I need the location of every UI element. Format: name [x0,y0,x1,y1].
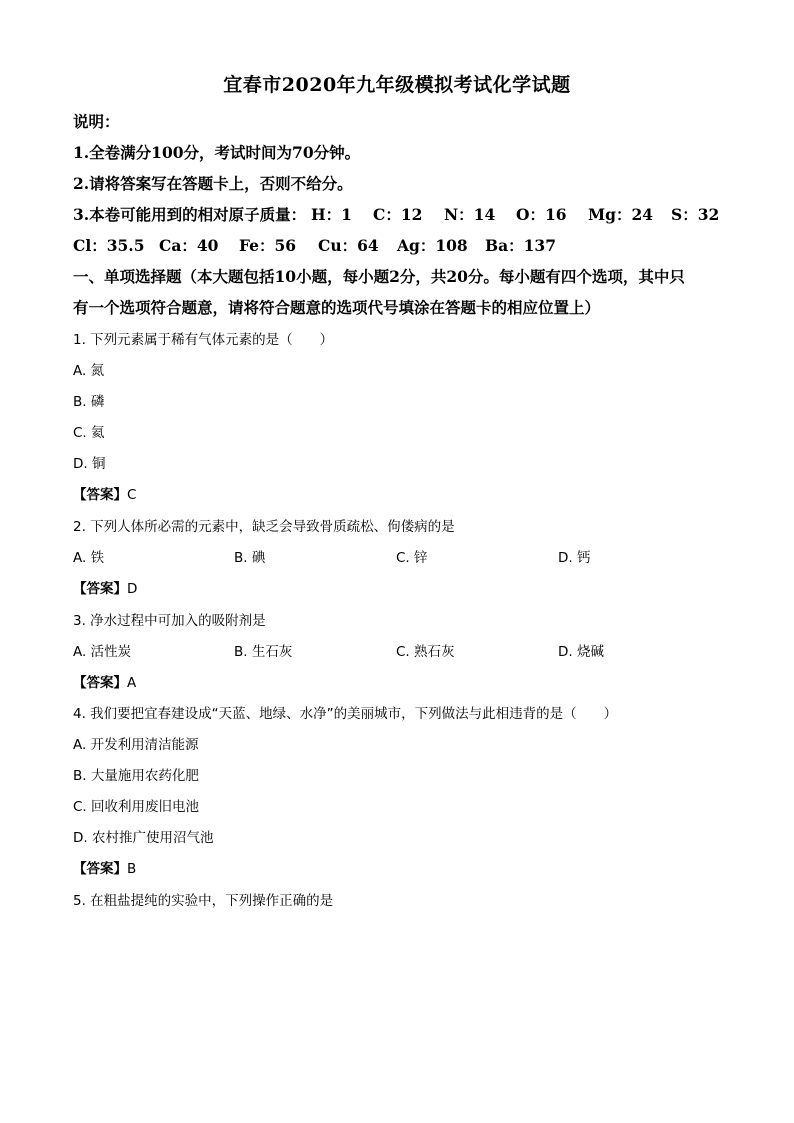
atomic-mass: Mg：24 [588,205,654,224]
answer-line [73,671,136,691]
question-option: B. 大量施用农药化肥 [73,768,199,784]
answer-value: B [127,861,137,877]
atomic-mass: Cl：35.5 [73,236,145,255]
atomic-mass: Ag：108 [397,236,468,255]
question-option: A. 氮 [73,363,105,379]
question-option: B. 碘 [234,550,266,566]
question-stem: 2. 下列人体所必需的元素中，缺乏会导致骨质疏松、佝偻病的是 [73,519,455,535]
answer-value: A [127,675,137,691]
question-option: C. 锌 [396,550,428,566]
question-option: D. 钙 [558,550,591,566]
instruction-line-1: 1.全卷满分100分，考试时间为70分钟。 [73,143,361,162]
answer-line [73,577,137,597]
answer-tag: 【答案】 [73,861,127,877]
question-stem: 4. 我们要把宜春建设成“天蓝、地绿、水净”的美丽城市，下列做法与此相违背的是（ ） [73,706,618,722]
atomic-mass: Ba：137 [485,236,556,255]
question-option: A. 开发利用清洁能源 [73,737,199,753]
atomic-mass: O：16 [516,205,567,224]
answer-value: D [127,581,138,597]
question-stem: 1. 下列元素属于稀有气体元素的是（ ） [73,332,334,348]
question-option: B. 磷 [73,394,105,410]
question-option: D. 烧碱 [558,644,604,660]
instruction-line-3-prefix: 3.本卷可能用到的相对原子质量： [73,205,307,224]
question-option: A. 活性炭 [73,644,132,660]
atomic-mass: Fe：56 [239,236,297,255]
atomic-mass: Ca：40 [159,236,219,255]
question-option: C. 熟石灰 [396,644,455,660]
instruction-line-3 [73,203,733,225]
question-stem: 5. 在粗盐提纯的实验中，下列操作正确的是 [73,893,334,909]
section-heading-line-1: 一、单项选择题（本大题包括10小题，每小题2分，共20分。每小题有四个选项，其中只 [73,267,685,286]
answer-value: C [127,487,137,503]
answer-line [73,483,136,503]
answer-tag: 【答案】 [73,581,127,597]
question-stem: 3. 净水过程中可加入的吸附剂是 [73,613,266,629]
instructions-heading: 说明： [73,112,120,131]
question-option: C. 回收利用废旧电池 [73,799,200,815]
instruction-line-2: 2.请将答案写在答题卡上，否则不给分。 [73,174,353,193]
atomic-mass: H：1 [311,205,352,224]
answer-tag: 【答案】 [73,487,127,503]
atomic-mass: S：32 [671,205,720,224]
answer-line [73,857,136,877]
answer-tag: 【答案】 [73,675,127,691]
section-heading-line-2: 有一个选项符合题意，请将符合题意的选项代号填涂在答题卡的相应位置上） [73,298,601,317]
question-option: D. 铜 [73,456,106,472]
question-option: D. 农村推广使用沼气池 [73,830,214,846]
question-option: A. 铁 [73,550,105,566]
atomic-mass: C：12 [373,205,423,224]
question-option: B. 生石灰 [234,644,293,660]
question-option: C. 氦 [73,425,105,441]
atomic-mass: Cu：64 [318,236,379,255]
page-title: 宜春市2020年九年级模拟考试化学试题 [223,74,571,96]
atomic-mass: N：14 [444,205,496,224]
